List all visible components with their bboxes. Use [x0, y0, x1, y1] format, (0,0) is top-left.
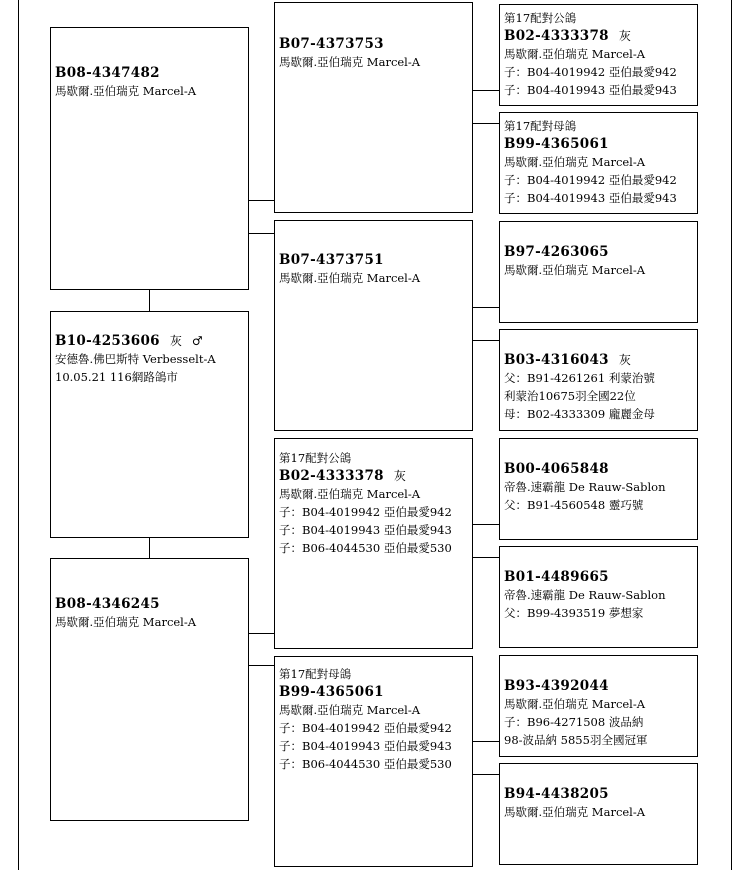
- sire-line: 父：B99-4393519 夢想家: [504, 606, 644, 620]
- connector-line: [249, 200, 274, 201]
- connector-line: [473, 90, 499, 91]
- offspring-line: 子：B04-4019942 亞伯最愛942: [279, 505, 452, 519]
- breeder-line: 馬歇爾.亞伯瑞克 Marcel-A: [279, 703, 421, 717]
- breeder-line: 帝魯.速霸龍 De Rauw-Sablon: [504, 480, 666, 494]
- offspring-line: 子：B06-4044530 亞伯最愛530: [279, 541, 452, 555]
- sire-line: 父：B91-4261261 利蒙治號: [504, 371, 655, 385]
- pedigree-box-dam-sire: [274, 438, 473, 649]
- offspring-line: 子：B96-4271508 波品納: [504, 715, 644, 729]
- ring-number: B00-4065848: [504, 461, 609, 477]
- pedigree-box-g3-5: [499, 438, 698, 540]
- breeder-line: 帝魯.速霸龍 De Rauw-Sablon: [504, 588, 666, 602]
- pedigree-box-g3-7: [499, 655, 698, 757]
- info-line: 10.05.21 116網路鴿市: [55, 370, 178, 384]
- connector-line: [473, 524, 499, 525]
- dam-line: 母：B02-4333309 龐麗金母: [504, 407, 655, 421]
- breeder-line: 馬歇爾.亞伯瑞克 Marcel-A: [504, 47, 646, 61]
- breeder-line: 馬歇爾.亞伯瑞克 Marcel-A: [504, 805, 646, 819]
- ring-number: B08-4346245: [55, 596, 160, 612]
- pair-label: 第17配對母鴿: [279, 667, 352, 681]
- offspring-line: 子：B06-4044530 亞伯最愛530: [279, 757, 452, 771]
- offspring-line: 子：B04-4019942 亞伯最愛942: [504, 173, 677, 187]
- pedigree-box-g3-6: [499, 546, 698, 648]
- breeder-line: 馬歇爾.亞伯瑞克 Marcel-A: [504, 263, 646, 277]
- page-right-border: [731, 0, 732, 870]
- offspring-line: 子：B04-4019942 亞伯最愛942: [279, 721, 452, 735]
- connector-line: [249, 665, 274, 666]
- connector-line: [473, 123, 499, 124]
- breeder-line: 馬歇爾.亞伯瑞克 Marcel-A: [55, 615, 197, 629]
- connector-line: [149, 290, 150, 311]
- ring-number: B08-4347482: [55, 65, 160, 81]
- breeder-line: 馬歇爾.亞伯瑞克 Marcel-A: [504, 697, 646, 711]
- pedigree-box-dam: [50, 558, 249, 821]
- ring-number: B99-4365061: [504, 136, 609, 152]
- pedigree-box-g3-8: [499, 763, 698, 865]
- breeder-line: 馬歇爾.亞伯瑞克 Marcel-A: [55, 84, 197, 98]
- offspring-line: 子：B04-4019943 亞伯最愛943: [279, 523, 452, 537]
- sex-symbol: ♂: [191, 334, 203, 348]
- connector-line: [149, 538, 150, 558]
- pedigree-box-g3-3: [499, 221, 698, 323]
- pair-label: 第17配對公鴿: [279, 451, 352, 465]
- ring-number: B03-4316043 灰: [504, 352, 631, 368]
- ring-number: B02-4333378 灰: [279, 468, 406, 484]
- ring-number: B94-4438205: [504, 786, 609, 802]
- color-label: 灰: [618, 353, 631, 367]
- connector-line: [473, 774, 499, 775]
- ring-number: B02-4333378 灰: [504, 28, 631, 44]
- sire-line: 父：B91-4560548 靈巧號: [504, 498, 644, 512]
- offspring-line: 子：B04-4019943 亞伯最愛943: [504, 191, 677, 205]
- offspring-line: 子：B04-4019943 亞伯最愛943: [279, 739, 452, 753]
- info-line: 利蒙治10675羽全國22位: [504, 389, 636, 403]
- ring-number: B01-4489665: [504, 569, 609, 585]
- pedigree-box-g3-1: [499, 4, 698, 106]
- color-label: 灰: [169, 334, 182, 348]
- connector-line: [473, 340, 499, 341]
- breeder-line: 馬歇爾.亞伯瑞克 Marcel-A: [279, 271, 421, 285]
- page-left-border: [18, 0, 19, 870]
- connector-line: [473, 557, 499, 558]
- ring-number: B07-4373753: [279, 36, 384, 52]
- pedigree-box-sire: [50, 27, 249, 290]
- ring-number: B99-4365061: [279, 684, 384, 700]
- info-line: 98-波品納 5855羽全國冠軍: [504, 733, 648, 747]
- ring-number: B97-4263065: [504, 244, 609, 260]
- breeder-line: 馬歇爾.亞伯瑞克 Marcel-A: [504, 155, 646, 169]
- connector-line: [249, 233, 274, 234]
- connector-line: [249, 633, 274, 634]
- color-label: 灰: [393, 469, 406, 483]
- ring-number: B10-4253606 灰 ♂: [55, 333, 203, 349]
- pair-label: 第17配對母鴿: [504, 119, 577, 133]
- color-label: 灰: [618, 29, 631, 43]
- connector-line: [473, 741, 499, 742]
- pedigree-box-sire-dam: [274, 220, 473, 431]
- pedigree-box-subject: [50, 311, 249, 538]
- breeder-line: 安德魯.佛巴斯特 Verbesselt-A: [55, 352, 216, 366]
- pedigree-box-sire-sire: [274, 2, 473, 213]
- ring-number: B07-4373751: [279, 252, 384, 268]
- breeder-line: 馬歇爾.亞伯瑞克 Marcel-A: [279, 55, 421, 69]
- offspring-line: 子：B04-4019943 亞伯最愛943: [504, 83, 677, 97]
- connector-line: [473, 307, 499, 308]
- pedigree-box-g3-2: [499, 112, 698, 214]
- ring-number: B93-4392044: [504, 678, 609, 694]
- pedigree-box-dam-dam: [274, 656, 473, 867]
- pair-label: 第17配對公鴿: [504, 11, 577, 25]
- offspring-line: 子：B04-4019942 亞伯最愛942: [504, 65, 677, 79]
- pedigree-box-g3-4: [499, 329, 698, 431]
- breeder-line: 馬歇爾.亞伯瑞克 Marcel-A: [279, 487, 421, 501]
